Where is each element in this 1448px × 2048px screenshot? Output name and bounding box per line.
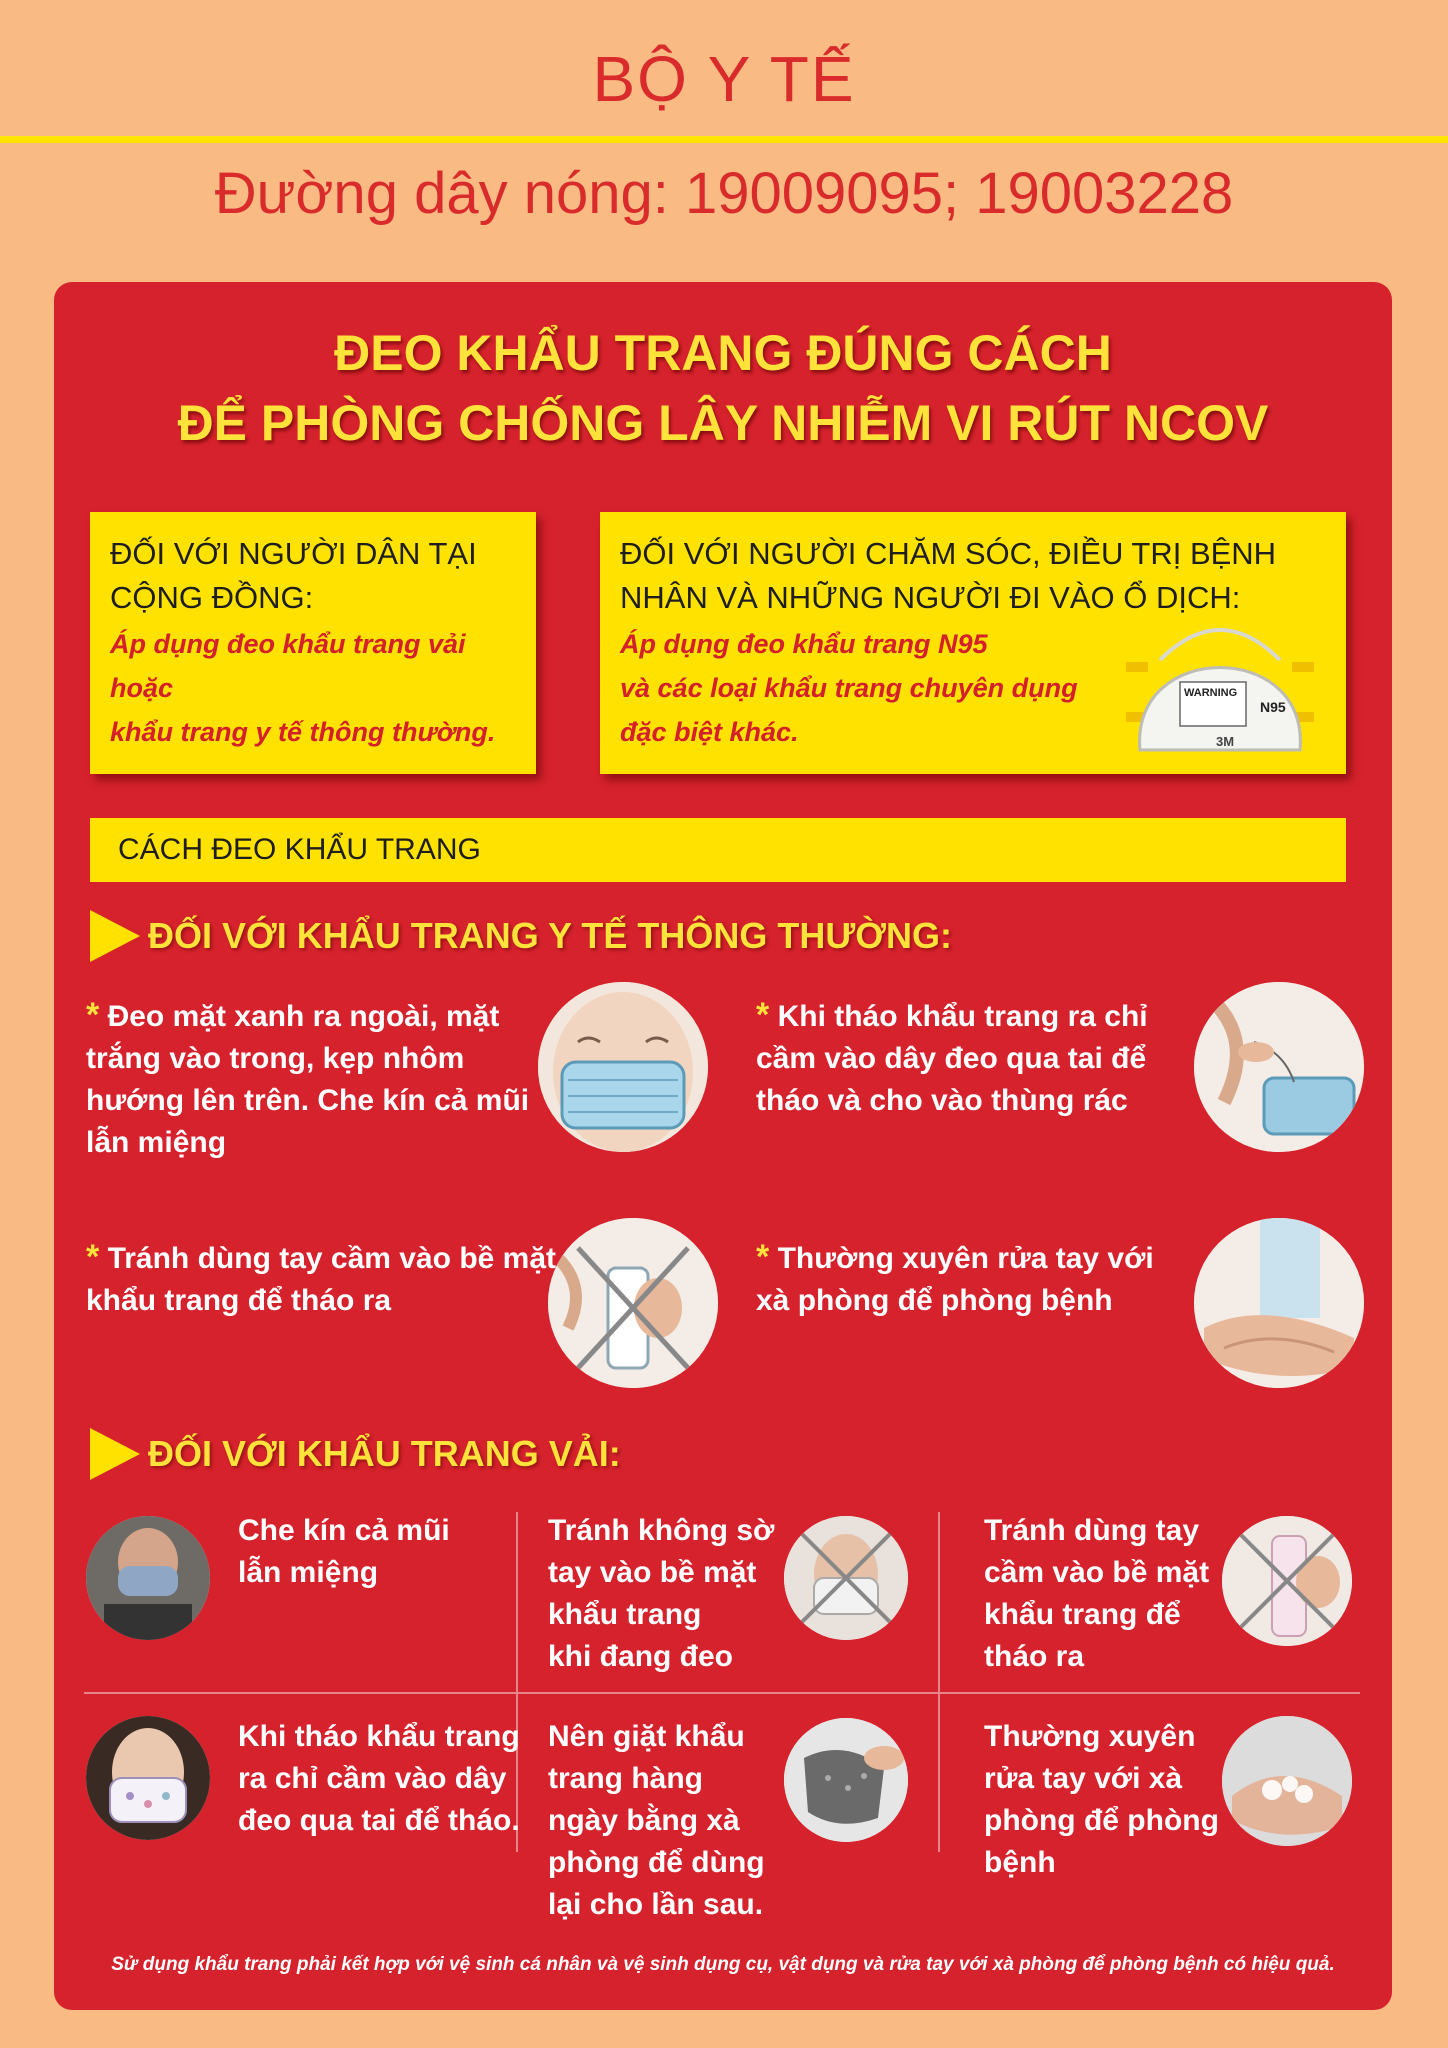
tip2-l2: cầm vào dây đeo qua tai để bbox=[756, 1042, 1147, 1075]
tip2-l3: tháo và cho vào thùng rác bbox=[756, 1084, 1128, 1117]
cloth-tip-5 bbox=[548, 1716, 788, 1926]
medical-tip-2-image bbox=[1194, 982, 1364, 1152]
no-touch-face-icon bbox=[784, 1516, 908, 1640]
cloth-tip-2 bbox=[548, 1510, 788, 1678]
caregiver-body-l3: đặc biệt khác. bbox=[620, 717, 799, 747]
cloth-tip-1-image bbox=[86, 1516, 210, 1640]
main-title-line1: ĐEO KHẨU TRANG ĐÚNG CÁCH bbox=[334, 325, 1112, 381]
c6-l2: rửa tay với xà bbox=[984, 1762, 1183, 1795]
c1-l1: Che kín cả mũi bbox=[238, 1514, 450, 1547]
cloth-tip-4 bbox=[238, 1716, 528, 1842]
asterisk-icon: * bbox=[756, 996, 770, 1034]
tip3-l2: khẩu trang để tháo ra bbox=[86, 1284, 392, 1317]
c2-l2: tay vào bề mặt bbox=[548, 1556, 757, 1589]
tip3-l1: Tránh dùng tay cầm vào bề mặt bbox=[107, 1242, 557, 1275]
caregiver-heading-l1: ĐỐI VỚI NGƯỜI CHĂM SÓC, ĐIỀU TRỊ BỆNH bbox=[620, 536, 1277, 571]
face-mask-icon bbox=[538, 982, 708, 1152]
grid-hline bbox=[84, 1692, 1360, 1694]
c3-l4: tháo ra bbox=[984, 1640, 1085, 1673]
c5-l4: phòng để dùng bbox=[548, 1846, 765, 1879]
c3-l3: khẩu trang để bbox=[984, 1598, 1181, 1631]
tip4-l2: xà phòng để phòng bệnh bbox=[756, 1284, 1113, 1317]
tip4-l1: Thường xuyên rửa tay với bbox=[777, 1242, 1154, 1275]
c5-l5: lại cho lần sau. bbox=[548, 1888, 764, 1921]
cloth-tip-1 bbox=[238, 1510, 508, 1594]
c5-l2: trang hàng bbox=[548, 1762, 703, 1795]
org-title: BỘ Y TẾ bbox=[592, 43, 856, 115]
cloth-tip-3-image bbox=[1222, 1516, 1352, 1646]
cloth-heading-text: ĐỐI VỚI KHẨU TRANG VẢI: bbox=[148, 1433, 621, 1474]
footer-note: Sử dụng khẩu trang phải kết hợp với vệ sinh cá nhân và vệ sinh dụng cụ, vật dụng và rửa tay với xà phòng để phòng bệnh có hiệu quả. bbox=[111, 1954, 1335, 1975]
soap-hands-icon bbox=[1222, 1716, 1352, 1846]
cloth-tip-5-image bbox=[784, 1718, 908, 1842]
medical-tip-1-image bbox=[538, 982, 708, 1152]
washed-mask-icon bbox=[784, 1718, 908, 1842]
medical-tip-1 bbox=[86, 994, 556, 1164]
main-panel bbox=[54, 282, 1392, 2010]
caregiver-body-l2: và các loại khẩu trang chuyên dụng bbox=[620, 673, 1078, 703]
community-heading-l2: CỘNG ĐỒNG: bbox=[110, 580, 314, 615]
main-title-line2: ĐỂ PHÒNG CHỐNG LÂY NHIỄM VI RÚT NCOV bbox=[177, 395, 1269, 451]
hand-wash-icon bbox=[1194, 1218, 1364, 1388]
n95-mask-icon bbox=[1120, 600, 1320, 760]
tip2-l1: Khi tháo khẩu trang ra chỉ bbox=[777, 1000, 1148, 1033]
cloth-tip-2-image bbox=[784, 1516, 908, 1640]
cloth-tip-3 bbox=[984, 1510, 1224, 1678]
c3-l1: Tránh dùng tay bbox=[984, 1514, 1200, 1547]
header-divider bbox=[0, 136, 1448, 143]
asterisk-icon: * bbox=[756, 1238, 770, 1276]
medical-tip-2 bbox=[756, 994, 1196, 1122]
caregiver-box bbox=[600, 512, 1346, 774]
mask-warning-label: WARNING bbox=[1184, 687, 1238, 699]
medical-heading-text: ĐỐI VỚI KHẨU TRANG Y TẾ THÔNG THƯỜNG: bbox=[148, 915, 952, 956]
asterisk-icon: * bbox=[86, 996, 100, 1034]
arrow-right-icon bbox=[90, 1428, 140, 1480]
c4-l1: Khi tháo khẩu trang bbox=[238, 1720, 520, 1753]
hotline: Đường dây nóng: 19009095; 19003228 bbox=[214, 161, 1234, 226]
person-cloth-mask-icon bbox=[86, 1516, 210, 1640]
tip1-l4: lẫn miệng bbox=[86, 1126, 227, 1159]
remove-mask-icon bbox=[1194, 982, 1364, 1152]
c1-l2: lẫn miệng bbox=[238, 1556, 379, 1589]
c3-l2: cầm vào bề mặt bbox=[984, 1556, 1210, 1589]
community-heading-l1: ĐỐI VỚI NGƯỜI DÂN TẠI bbox=[110, 536, 477, 571]
community-box bbox=[90, 512, 536, 774]
c2-l4: khi đang đeo bbox=[548, 1640, 734, 1673]
community-body bbox=[110, 622, 536, 754]
c6-l3: phòng để phòng bbox=[984, 1804, 1219, 1837]
c2-l1: Tránh không sờ bbox=[548, 1514, 775, 1547]
cloth-tip-4-image bbox=[86, 1716, 210, 1840]
community-heading bbox=[110, 532, 477, 620]
medical-tip-3-image bbox=[548, 1218, 718, 1388]
how-to-band: CÁCH ĐEO KHẨU TRANG bbox=[90, 818, 1346, 882]
tip1-l1: Đeo mặt xanh ra ngoài, mặt bbox=[107, 1000, 500, 1033]
cloth-tip-6 bbox=[984, 1716, 1224, 1884]
c4-l2: ra chỉ cầm vào dây bbox=[238, 1762, 507, 1795]
c4-l3: đeo qua tai để tháo. bbox=[238, 1804, 520, 1837]
community-body-l2: khẩu trang y tế thông thường. bbox=[110, 717, 496, 747]
no-touch-cloth-icon bbox=[1222, 1516, 1352, 1646]
caregiver-body-l1: Áp dụng đeo khẩu trang N95 bbox=[620, 629, 988, 659]
grid-vline-2 bbox=[938, 1512, 940, 1852]
medical-tip-4 bbox=[756, 1236, 1176, 1322]
caregiver-heading-l2: NHÂN VÀ NHỮNG NGƯỜI ĐI VÀO Ổ DỊCH: bbox=[620, 580, 1241, 615]
no-touch-mask-icon bbox=[548, 1218, 718, 1388]
caregiver-body bbox=[620, 622, 1078, 754]
c6-l4: bệnh bbox=[984, 1846, 1056, 1879]
community-body-l1: Áp dụng đeo khẩu trang vải hoặc bbox=[110, 629, 466, 703]
medical-tip-3 bbox=[86, 1236, 566, 1322]
mask-brand-label: 3M bbox=[1216, 734, 1235, 749]
medical-section-heading bbox=[90, 910, 952, 962]
n95-mask-image bbox=[1120, 600, 1320, 760]
cloth-section-heading bbox=[90, 1428, 621, 1480]
tip1-l3: hướng lên trên. Che kín cả mũi bbox=[86, 1084, 530, 1117]
c5-l3: ngày bằng xà bbox=[548, 1804, 740, 1837]
medical-tip-4-image bbox=[1194, 1218, 1364, 1388]
woman-patterned-mask-icon bbox=[86, 1716, 210, 1840]
arrow-right-icon bbox=[90, 910, 140, 962]
c2-l3: khẩu trang bbox=[548, 1598, 702, 1631]
c6-l1: Thường xuyên bbox=[984, 1720, 1196, 1753]
mask-model-label: N95 bbox=[1260, 699, 1286, 715]
c5-l1: Nên giặt khẩu bbox=[548, 1720, 745, 1753]
cloth-tip-6-image bbox=[1222, 1716, 1352, 1846]
tip1-l2: trắng vào trong, kẹp nhôm bbox=[86, 1042, 465, 1075]
asterisk-icon: * bbox=[86, 1238, 100, 1276]
